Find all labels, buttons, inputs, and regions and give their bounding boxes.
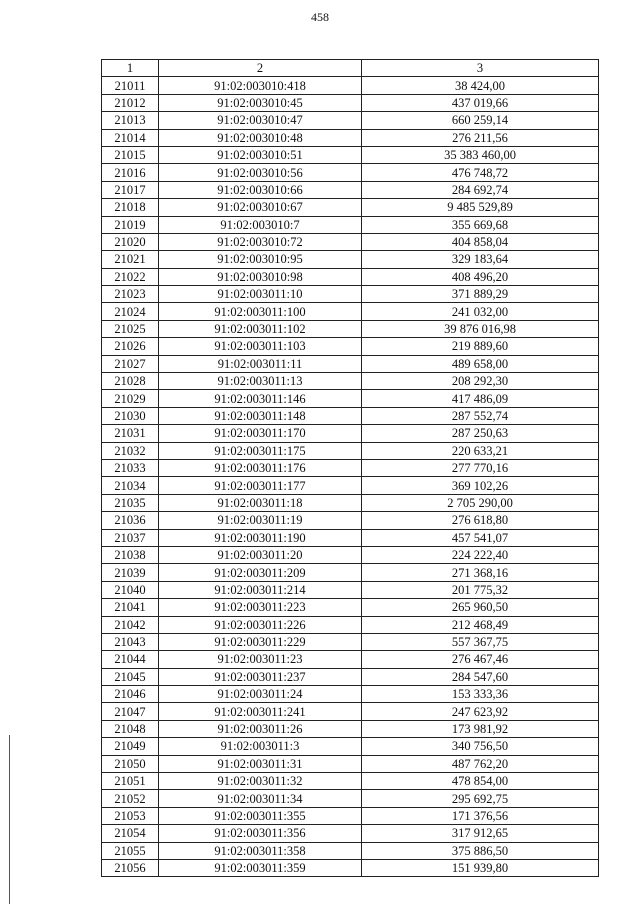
cadastral-number-cell: 91:02:003010:48	[159, 129, 362, 146]
row-number-cell: 21014	[102, 129, 159, 146]
row-number-cell: 21028	[102, 373, 159, 390]
row-number-cell: 21044	[102, 651, 159, 668]
value-cell: 375 886,50	[362, 842, 599, 859]
margin-rule	[9, 735, 10, 904]
cadastral-number-cell: 91:02:003011:170	[159, 425, 362, 442]
value-cell: 371 889,29	[362, 286, 599, 303]
value-cell: 404 858,04	[362, 233, 599, 250]
cadastral-number-cell: 91:02:003011:11	[159, 355, 362, 372]
cadastral-number-cell: 91:02:003011:3	[159, 738, 362, 755]
row-number-cell: 21032	[102, 442, 159, 459]
row-number-cell: 21056	[102, 859, 159, 876]
row-number-cell: 21017	[102, 181, 159, 198]
cadastral-number-cell: 91:02:003011:23	[159, 651, 362, 668]
column-header-3: 3	[362, 60, 599, 77]
table-row	[102, 599, 599, 616]
row-number-cell: 21033	[102, 459, 159, 476]
cadastral-number-cell: 91:02:003011:24	[159, 686, 362, 703]
cadastral-number-cell: 91:02:003011:177	[159, 477, 362, 494]
row-number-cell: 21026	[102, 338, 159, 355]
table-row	[102, 112, 599, 129]
row-number-cell: 21035	[102, 494, 159, 511]
row-number-cell: 21022	[102, 268, 159, 285]
value-cell: 284 547,60	[362, 668, 599, 685]
cadastral-number-cell: 91:02:003011:237	[159, 668, 362, 685]
row-number-cell: 21020	[102, 233, 159, 250]
table-row	[102, 286, 599, 303]
value-cell: 277 770,16	[362, 459, 599, 476]
value-cell: 276 467,46	[362, 651, 599, 668]
cadastral-number-cell: 91:02:003011:13	[159, 373, 362, 390]
cadastral-number-cell: 91:02:003011:34	[159, 790, 362, 807]
cadastral-number-cell: 91:02:003011:26	[159, 720, 362, 737]
row-number-cell: 21018	[102, 199, 159, 216]
cadastral-number-cell: 91:02:003010:72	[159, 233, 362, 250]
value-cell: 219 889,60	[362, 338, 599, 355]
value-cell: 489 658,00	[362, 355, 599, 372]
value-cell: 317 912,65	[362, 825, 599, 842]
row-number-cell: 21011	[102, 77, 159, 94]
table-row	[102, 703, 599, 720]
table-row	[102, 425, 599, 442]
table-row	[102, 546, 599, 563]
row-number-cell: 21040	[102, 581, 159, 598]
value-cell: 287 552,74	[362, 407, 599, 424]
table-row	[102, 825, 599, 842]
value-cell: 265 960,50	[362, 599, 599, 616]
value-cell: 153 333,36	[362, 686, 599, 703]
table-row	[102, 373, 599, 390]
row-number-cell: 21039	[102, 564, 159, 581]
registry-table	[101, 59, 599, 877]
table-row	[102, 77, 599, 94]
row-number-cell: 21038	[102, 546, 159, 563]
table-row	[102, 494, 599, 511]
table-row	[102, 529, 599, 546]
value-cell: 487 762,20	[362, 755, 599, 772]
table-row	[102, 564, 599, 581]
column-header-1: 1	[102, 60, 159, 77]
value-cell: 660 259,14	[362, 112, 599, 129]
cadastral-number-cell: 91:02:003010:95	[159, 251, 362, 268]
table-row	[102, 807, 599, 824]
value-cell: 437 019,66	[362, 94, 599, 111]
value-cell: 457 541,07	[362, 529, 599, 546]
value-cell: 241 032,00	[362, 303, 599, 320]
table-row	[102, 459, 599, 476]
table-row	[102, 633, 599, 650]
cadastral-number-cell: 91:02:003011:148	[159, 407, 362, 424]
cadastral-number-cell: 91:02:003011:175	[159, 442, 362, 459]
cadastral-number-cell: 91:02:003011:19	[159, 512, 362, 529]
table-row	[102, 268, 599, 285]
table-row	[102, 390, 599, 407]
table-row	[102, 859, 599, 876]
table-row	[102, 146, 599, 163]
row-number-cell: 21016	[102, 164, 159, 181]
row-number-cell: 21027	[102, 355, 159, 372]
table-row	[102, 477, 599, 494]
row-number-cell: 21054	[102, 825, 159, 842]
row-number-cell: 21019	[102, 216, 159, 233]
row-number-cell: 21046	[102, 686, 159, 703]
row-number-cell: 21049	[102, 738, 159, 755]
table-header-row	[102, 60, 599, 77]
cadastral-number-cell: 91:02:003010:7	[159, 216, 362, 233]
cadastral-number-cell: 91:02:003011:223	[159, 599, 362, 616]
cadastral-number-cell: 91:02:003011:18	[159, 494, 362, 511]
row-number-cell: 21050	[102, 755, 159, 772]
table-row	[102, 686, 599, 703]
table-body	[102, 77, 599, 877]
row-number-cell: 21036	[102, 512, 159, 529]
value-cell: 9 485 529,89	[362, 199, 599, 216]
cadastral-number-cell: 91:02:003011:209	[159, 564, 362, 581]
cadastral-number-cell: 91:02:003011:102	[159, 320, 362, 337]
value-cell: 39 876 016,98	[362, 320, 599, 337]
cadastral-number-cell: 91:02:003011:32	[159, 773, 362, 790]
value-cell: 557 367,75	[362, 633, 599, 650]
table-row	[102, 320, 599, 337]
table-row	[102, 755, 599, 772]
table-row	[102, 355, 599, 372]
value-cell: 355 669,68	[362, 216, 599, 233]
row-number-cell: 21029	[102, 390, 159, 407]
cadastral-number-cell: 91:02:003011:359	[159, 859, 362, 876]
table-row	[102, 720, 599, 737]
table-row	[102, 251, 599, 268]
cadastral-number-cell: 91:02:003011:190	[159, 529, 362, 546]
row-number-cell: 21023	[102, 286, 159, 303]
row-number-cell: 21051	[102, 773, 159, 790]
table-row	[102, 181, 599, 198]
cadastral-number-cell: 91:02:003011:226	[159, 616, 362, 633]
row-number-cell: 21052	[102, 790, 159, 807]
cadastral-number-cell: 91:02:003011:103	[159, 338, 362, 355]
cadastral-number-cell: 91:02:003011:356	[159, 825, 362, 842]
cadastral-number-cell: 91:02:003011:355	[159, 807, 362, 824]
table-row	[102, 738, 599, 755]
table-row	[102, 442, 599, 459]
table-row	[102, 94, 599, 111]
value-cell: 417 486,09	[362, 390, 599, 407]
row-number-cell: 21055	[102, 842, 159, 859]
row-number-cell: 21043	[102, 633, 159, 650]
row-number-cell: 21031	[102, 425, 159, 442]
row-number-cell: 21021	[102, 251, 159, 268]
value-cell: 276 618,80	[362, 512, 599, 529]
cadastral-number-cell: 91:02:003011:214	[159, 581, 362, 598]
cadastral-number-cell: 91:02:003011:20	[159, 546, 362, 563]
row-number-cell: 21048	[102, 720, 159, 737]
table-row	[102, 512, 599, 529]
value-cell: 171 376,56	[362, 807, 599, 824]
value-cell: 478 854,00	[362, 773, 599, 790]
row-number-cell: 21053	[102, 807, 159, 824]
row-number-cell: 21013	[102, 112, 159, 129]
value-cell: 220 633,21	[362, 442, 599, 459]
row-number-cell: 21012	[102, 94, 159, 111]
value-cell: 284 692,74	[362, 181, 599, 198]
value-cell: 476 748,72	[362, 164, 599, 181]
value-cell: 151 939,80	[362, 859, 599, 876]
value-cell: 329 183,64	[362, 251, 599, 268]
cadastral-number-cell: 91:02:003011:358	[159, 842, 362, 859]
row-number-cell: 21041	[102, 599, 159, 616]
value-cell: 224 222,40	[362, 546, 599, 563]
cadastral-number-cell: 91:02:003011:10	[159, 286, 362, 303]
table-row	[102, 216, 599, 233]
value-cell: 369 102,26	[362, 477, 599, 494]
value-cell: 287 250,63	[362, 425, 599, 442]
page-number: 458	[311, 10, 329, 24]
row-number-cell: 21030	[102, 407, 159, 424]
cadastral-number-cell: 91:02:003011:229	[159, 633, 362, 650]
value-cell: 408 496,20	[362, 268, 599, 285]
row-number-cell: 21045	[102, 668, 159, 685]
column-header-2: 2	[159, 60, 362, 77]
value-cell: 173 981,92	[362, 720, 599, 737]
table-row	[102, 233, 599, 250]
table-row	[102, 790, 599, 807]
value-cell: 201 775,32	[362, 581, 599, 598]
row-number-cell: 21047	[102, 703, 159, 720]
table-row	[102, 164, 599, 181]
cadastral-number-cell: 91:02:003010:51	[159, 146, 362, 163]
table-row	[102, 581, 599, 598]
cadastral-number-cell: 91:02:003011:176	[159, 459, 362, 476]
table-row	[102, 842, 599, 859]
cadastral-number-cell: 91:02:003010:56	[159, 164, 362, 181]
table-row	[102, 616, 599, 633]
table-row	[102, 668, 599, 685]
cadastral-number-cell: 91:02:003010:47	[159, 112, 362, 129]
value-cell: 208 292,30	[362, 373, 599, 390]
cadastral-number-cell: 91:02:003010:45	[159, 94, 362, 111]
cadastral-number-cell: 91:02:003011:31	[159, 755, 362, 772]
table-row	[102, 129, 599, 146]
value-cell: 295 692,75	[362, 790, 599, 807]
cadastral-number-cell: 91:02:003011:241	[159, 703, 362, 720]
row-number-cell: 21037	[102, 529, 159, 546]
table-row	[102, 407, 599, 424]
value-cell: 340 756,50	[362, 738, 599, 755]
row-number-cell: 21025	[102, 320, 159, 337]
value-cell: 212 468,49	[362, 616, 599, 633]
row-number-cell: 21042	[102, 616, 159, 633]
value-cell: 35 383 460,00	[362, 146, 599, 163]
cadastral-number-cell: 91:02:003011:146	[159, 390, 362, 407]
table-row	[102, 199, 599, 216]
row-number-cell: 21015	[102, 146, 159, 163]
cadastral-number-cell: 91:02:003010:67	[159, 199, 362, 216]
row-number-cell: 21034	[102, 477, 159, 494]
cadastral-number-cell: 91:02:003010:418	[159, 77, 362, 94]
table-row	[102, 773, 599, 790]
cadastral-number-cell: 91:02:003010:98	[159, 268, 362, 285]
row-number-cell: 21024	[102, 303, 159, 320]
table-row	[102, 338, 599, 355]
table-row	[102, 651, 599, 668]
value-cell: 38 424,00	[362, 77, 599, 94]
cadastral-number-cell: 91:02:003011:100	[159, 303, 362, 320]
value-cell: 2 705 290,00	[362, 494, 599, 511]
value-cell: 247 623,92	[362, 703, 599, 720]
table-row	[102, 303, 599, 320]
value-cell: 276 211,56	[362, 129, 599, 146]
value-cell: 271 368,16	[362, 564, 599, 581]
cadastral-number-cell: 91:02:003010:66	[159, 181, 362, 198]
